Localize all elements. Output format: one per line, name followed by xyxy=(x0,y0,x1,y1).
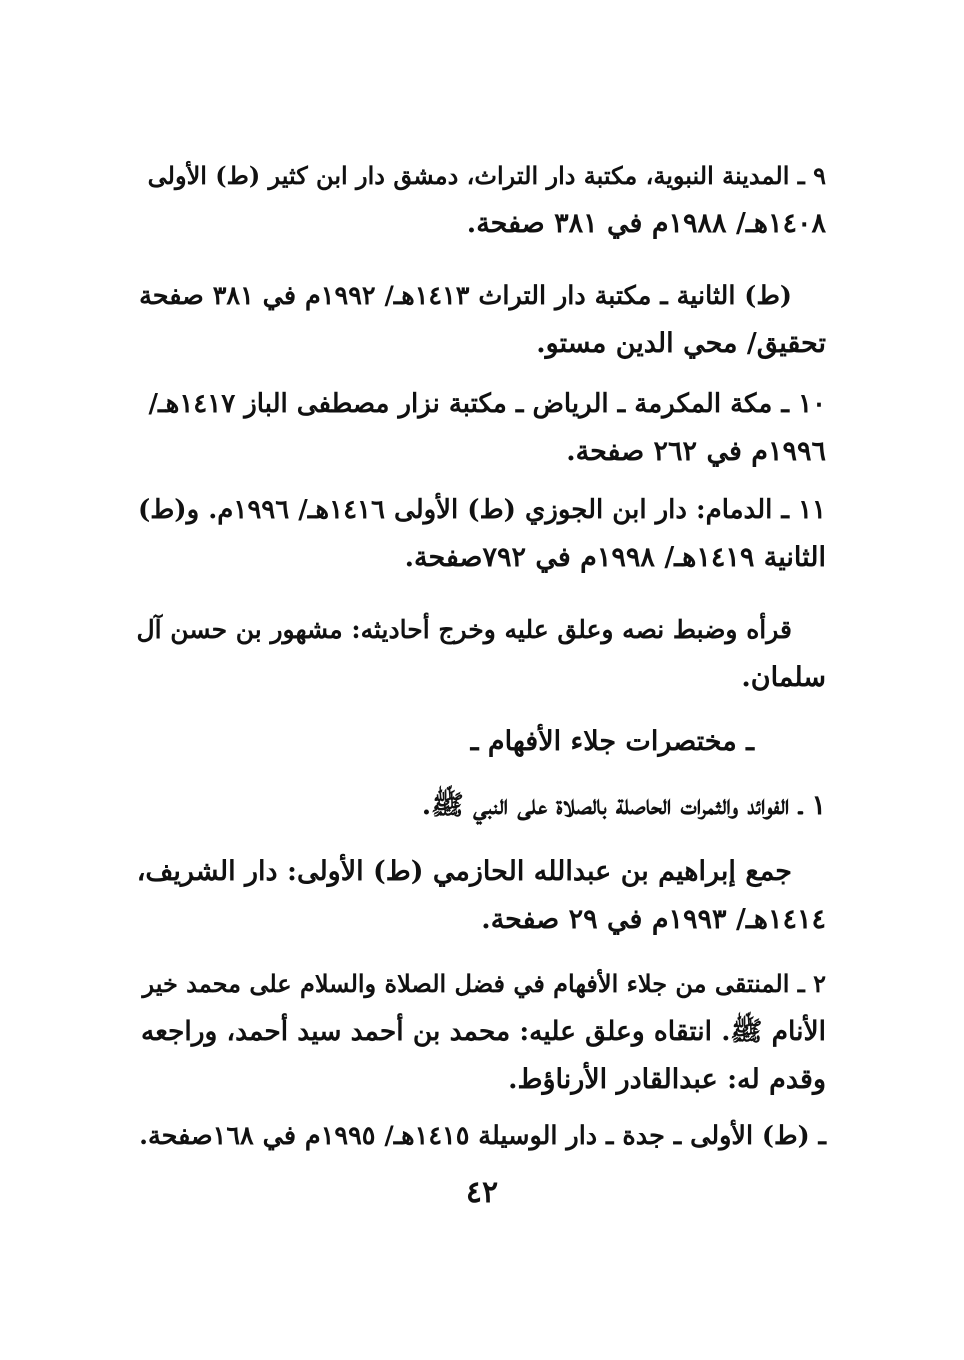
text-line: ١٩٩٦م في ٢٦٢ صفحة. xyxy=(566,436,826,467)
text-line: ـ (ط) الأولى ـ جدة ـ دار الوسيلة ١٤١٥هـ/ ١٩٩٥م في ١٦٨صفحة. xyxy=(139,1121,826,1151)
page-number: ٤٢ xyxy=(465,1175,499,1210)
paragraph-second-edition xyxy=(136,272,826,368)
text-line: ١ ـ الفوائد والثمرات الحاصلة بالصلاة على النبي ﷺ. xyxy=(421,790,826,821)
text-line: قرأه وضبط نصه وعلق عليه وخرج أحاديثه: مشهور بن حسن آل xyxy=(136,615,792,644)
text-line: ١٤٠٨هـ/ ١٩٨٨م في ٣٨١ صفحة. xyxy=(466,208,826,239)
section-heading xyxy=(136,718,826,766)
text-line: ٢ ـ المنتقى من جلاء الأفهام في فضل الصلاة والسلام على محمد خير xyxy=(142,969,826,998)
text-line: ١١ ـ الدمام: دار ابن الجوزي (ط) الأولى ١٤١٦هـ/ ١٩٩٦م. و(ط) xyxy=(137,495,826,525)
text-line: ١٠ ـ مكة المكرمة ـ الرياض ـ مكتبة نزار مصطفى الباز ١٤١٧هـ/ xyxy=(148,389,826,419)
paragraph-compiler-credit xyxy=(136,848,826,944)
text-line: (ط) الثانية ـ مكتبة دار التراث ١٤١٣هـ/ ١٩٩٢م في ٣٨١ صفحة xyxy=(139,281,792,311)
paragraph-abridgement-1 xyxy=(136,782,826,830)
heading-text: ـ مختصرات جلاء الأفهام ـ xyxy=(470,726,754,757)
text-line: الأنام ﷺ. انتقاه وعلق عليه: محمد بن أحمد سيد أحمد، وراجعه xyxy=(140,1016,826,1047)
text-line: ١٤١٤هـ/ ١٩٩٣م في ٢٩ صفحة. xyxy=(481,904,826,935)
text-line: سلمان. xyxy=(741,662,826,693)
paragraph-editor-credit xyxy=(136,606,826,702)
paragraph-first-edition-jeddah xyxy=(136,1112,826,1160)
text-line: ٩ ـ المدينة النبوية، مكتبة دار التراث، دمشق دار ابن كثير (ط) الأولى xyxy=(147,161,826,190)
text-line: الثانية ١٤١٩هـ/ ١٩٩٨م في ٧٩٢صفحة. xyxy=(404,542,826,573)
paragraph-abridgement-2 xyxy=(136,960,826,1104)
text-line: تحقيق/ محي الدين مستو. xyxy=(536,328,826,359)
text-line: جمع إبراهيم بن عبدالله الحازمي (ط) الأولى: دار الشريف، xyxy=(136,856,792,887)
paragraph-item-10-makkah xyxy=(136,380,826,476)
text-line: وقدم له: عبدالقادر الأرناؤط. xyxy=(508,1064,826,1095)
paragraph-item-9-madinah xyxy=(136,152,826,248)
paragraph-item-11-dammam xyxy=(136,486,826,582)
